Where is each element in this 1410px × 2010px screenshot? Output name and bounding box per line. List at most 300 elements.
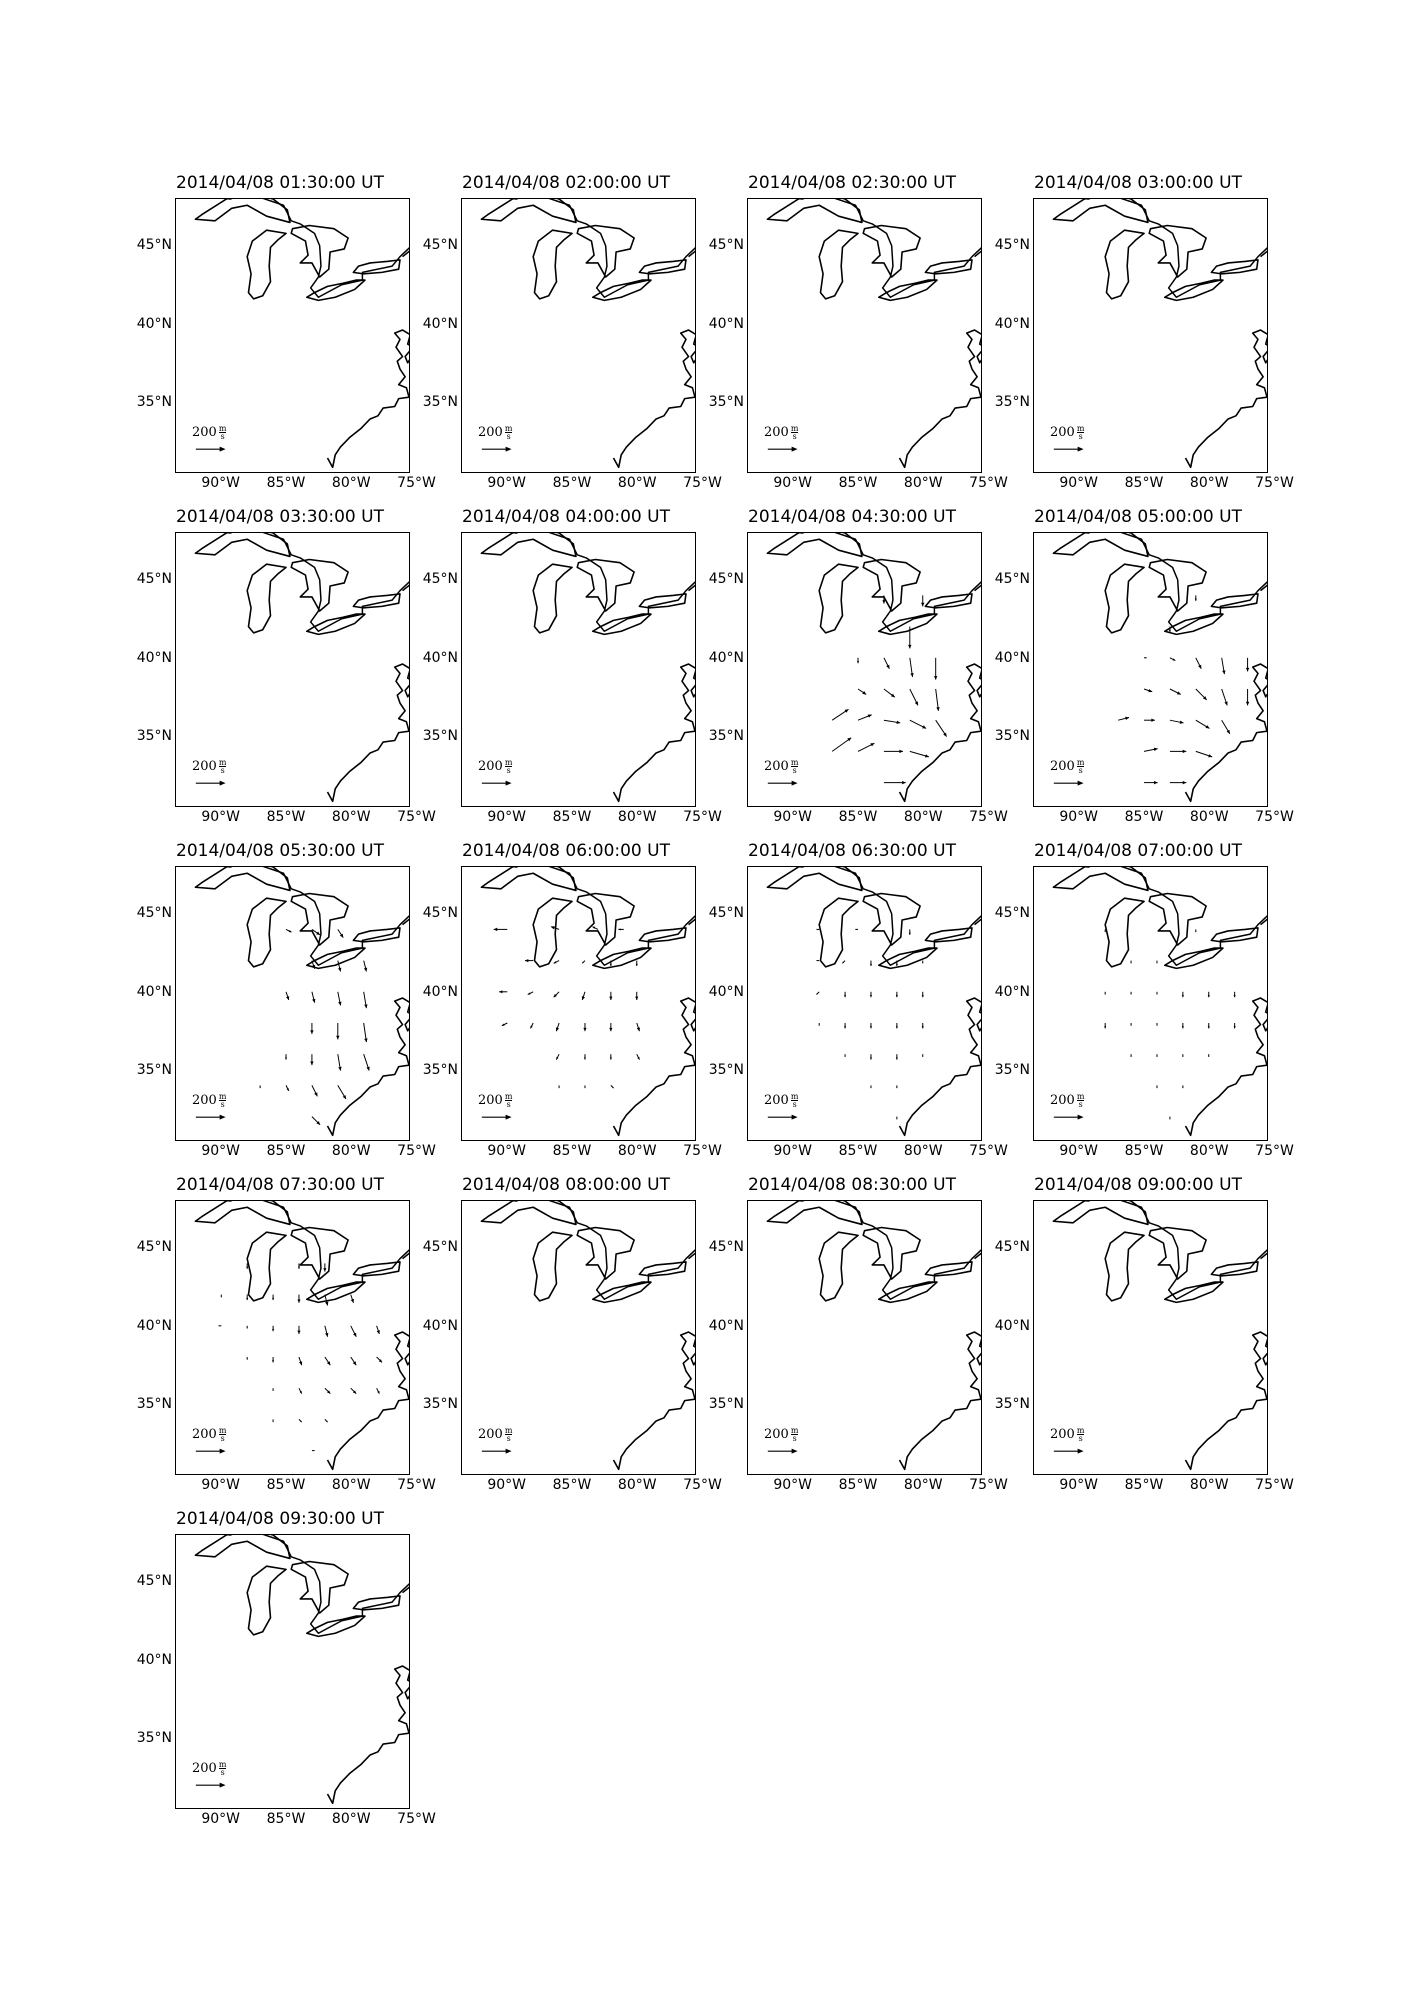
scale-arrow bbox=[196, 781, 226, 786]
lake-michigan bbox=[1105, 564, 1144, 633]
vector-arrow bbox=[1144, 657, 1147, 658]
vector-arrow bbox=[299, 1388, 302, 1393]
scale-unit bbox=[219, 425, 227, 440]
lon-tick-label: 90°W bbox=[487, 809, 527, 825]
scale-key-label bbox=[478, 1093, 512, 1108]
lake-michigan bbox=[247, 564, 286, 633]
lake-ontario bbox=[639, 260, 686, 274]
lat-tick-label: 45°N bbox=[708, 237, 744, 254]
lat-tick-label: 35°N bbox=[136, 394, 172, 411]
vector-arrow bbox=[884, 658, 889, 669]
scale-value: 200 bbox=[1050, 1093, 1075, 1108]
lon-tick-label: 75°W bbox=[683, 1477, 722, 1493]
lon-tick-label: 75°W bbox=[683, 809, 722, 825]
scale-key-label bbox=[764, 1427, 798, 1442]
vector-arrow bbox=[870, 992, 872, 997]
vector-arrow bbox=[1170, 781, 1186, 784]
scale-unit bbox=[791, 425, 799, 440]
lake-michigan bbox=[533, 898, 572, 967]
lake-ontario bbox=[1211, 594, 1258, 608]
lat-tick-label: 45°N bbox=[422, 905, 458, 922]
map-panel bbox=[416, 838, 722, 1178]
lake-michigan bbox=[819, 1232, 858, 1301]
vector-arrow bbox=[286, 929, 291, 932]
scale-value: 200 bbox=[192, 1427, 217, 1442]
panel-title: 2014/04/08 02:30:00 UT bbox=[748, 173, 956, 193]
vector-arrow bbox=[922, 992, 924, 997]
vector-arrow bbox=[934, 658, 937, 680]
vector-arrow bbox=[312, 992, 316, 1003]
lat-tick-label: 35°N bbox=[422, 1062, 458, 1079]
lake-erie bbox=[307, 1282, 365, 1302]
atlantic-coastline bbox=[327, 1646, 409, 1804]
vector-arrow bbox=[272, 1357, 274, 1362]
lon-tick-label: 80°W bbox=[331, 1811, 371, 1827]
lake-michigan bbox=[533, 1232, 572, 1301]
unit-denominator: s bbox=[792, 1100, 797, 1109]
lon-tick-label: 90°W bbox=[1059, 475, 1099, 491]
vector-arrow bbox=[338, 929, 343, 937]
lake-michigan bbox=[247, 1232, 286, 1301]
scale-unit bbox=[791, 1093, 799, 1108]
unit-numerator: m bbox=[504, 424, 513, 433]
vector-arrow bbox=[298, 1263, 300, 1268]
vector-arrow bbox=[351, 1326, 356, 1337]
vector-arrow bbox=[592, 927, 597, 930]
lat-tick-label: 35°N bbox=[708, 1396, 744, 1413]
lake-erie bbox=[307, 1616, 365, 1636]
unit-numerator: m bbox=[790, 424, 799, 433]
lake-ontario bbox=[1211, 1262, 1258, 1276]
vector-arrow bbox=[247, 1357, 248, 1360]
vector-arrow bbox=[1131, 1023, 1132, 1026]
vector-arrow bbox=[364, 1023, 368, 1042]
vector-arrow bbox=[844, 992, 846, 997]
vector-arrow bbox=[325, 1419, 328, 1422]
panel-title: 2014/04/08 06:30:00 UT bbox=[748, 841, 956, 861]
unit-numerator: m bbox=[504, 1426, 513, 1435]
unit-denominator: s bbox=[792, 1434, 797, 1443]
lake-michigan bbox=[533, 564, 572, 633]
map-panel bbox=[988, 170, 1294, 510]
scale-arrow bbox=[196, 447, 226, 452]
panel-title: 2014/04/08 08:30:00 UT bbox=[748, 1175, 956, 1195]
lat-tick-label: 35°N bbox=[136, 1396, 172, 1413]
unit-denominator: s bbox=[506, 1434, 511, 1443]
lon-tick-label: 85°W bbox=[266, 809, 306, 825]
vector-arrow bbox=[936, 720, 947, 736]
lake-ontario bbox=[1211, 260, 1258, 274]
canada-border bbox=[748, 1201, 981, 1299]
vector-arrow bbox=[922, 1023, 924, 1028]
lon-tick-label: 85°W bbox=[266, 1143, 306, 1159]
lat-tick-label: 45°N bbox=[708, 1239, 744, 1256]
lake-erie bbox=[1165, 948, 1223, 968]
scale-unit bbox=[791, 759, 799, 774]
vector-arrow bbox=[338, 1085, 346, 1099]
lon-tick-label: 90°W bbox=[1059, 1477, 1099, 1493]
vector-arrow bbox=[922, 1054, 923, 1057]
lake-erie bbox=[307, 614, 365, 634]
panel-title: 2014/04/08 03:30:00 UT bbox=[176, 507, 384, 527]
atlantic-coastline bbox=[613, 310, 695, 468]
vector-arrow bbox=[1170, 750, 1186, 753]
vector-arrow bbox=[844, 1023, 846, 1028]
lake-erie bbox=[879, 280, 937, 300]
scale-key-label bbox=[1050, 425, 1084, 440]
scale-arrow bbox=[482, 781, 512, 786]
vector-arrow bbox=[884, 750, 903, 753]
scale-arrow bbox=[1054, 1115, 1084, 1120]
lat-tick-label: 35°N bbox=[994, 1396, 1030, 1413]
scale-unit bbox=[791, 1427, 799, 1442]
lat-tick-label: 35°N bbox=[136, 1062, 172, 1079]
lat-tick-label: 45°N bbox=[422, 1239, 458, 1256]
unit-denominator: s bbox=[220, 1100, 225, 1109]
vector-arrow bbox=[584, 1054, 586, 1059]
vector-arrow bbox=[1208, 992, 1210, 997]
vector-arrow bbox=[1195, 595, 1197, 600]
lake-michigan bbox=[247, 1566, 286, 1635]
lon-tick-label: 90°W bbox=[1059, 809, 1099, 825]
lat-tick-label: 45°N bbox=[994, 571, 1030, 588]
vector-arrow bbox=[1104, 1023, 1106, 1028]
lon-tick-label: 90°W bbox=[201, 475, 241, 491]
scale-unit bbox=[1077, 425, 1085, 440]
unit-denominator: s bbox=[220, 766, 225, 775]
scale-key-label bbox=[192, 1761, 226, 1776]
vector-arrow bbox=[609, 1023, 612, 1031]
scale-key-label bbox=[764, 425, 798, 440]
scale-arrow bbox=[768, 1115, 798, 1120]
scale-arrow bbox=[196, 1115, 226, 1120]
lat-tick-label: 40°N bbox=[422, 1317, 458, 1334]
lon-tick-label: 80°W bbox=[1189, 1477, 1229, 1493]
scale-arrow bbox=[1054, 447, 1084, 452]
scale-arrow bbox=[482, 1115, 512, 1120]
lake-erie bbox=[593, 948, 651, 968]
lon-tick-label: 75°W bbox=[969, 1477, 1008, 1493]
vector-arrow bbox=[583, 1023, 586, 1031]
vector-arrow bbox=[246, 1295, 248, 1300]
panel-title: 2014/04/08 05:00:00 UT bbox=[1034, 507, 1242, 527]
lon-tick-label: 85°W bbox=[1124, 475, 1164, 491]
vector-arrow bbox=[582, 992, 585, 1000]
atlantic-coastline bbox=[1185, 310, 1267, 468]
lon-tick-label: 90°W bbox=[487, 1143, 527, 1159]
vector-arrow bbox=[870, 1023, 872, 1028]
map-panel bbox=[130, 1506, 436, 1846]
vector-arrow bbox=[921, 595, 924, 606]
lon-tick-label: 75°W bbox=[683, 1143, 722, 1159]
vector-arrow bbox=[351, 1295, 354, 1303]
lat-tick-label: 45°N bbox=[136, 905, 172, 922]
vector-arrow bbox=[819, 1023, 820, 1026]
vector-arrow bbox=[816, 929, 819, 930]
vector-arrow bbox=[1156, 1085, 1157, 1088]
scale-key-label bbox=[192, 759, 226, 774]
lat-tick-label: 40°N bbox=[136, 983, 172, 1000]
canada-border bbox=[748, 199, 981, 297]
lat-tick-label: 40°N bbox=[708, 649, 744, 666]
lon-tick-label: 80°W bbox=[903, 475, 943, 491]
lake-michigan bbox=[819, 230, 858, 299]
vector-arrow bbox=[1196, 689, 1207, 700]
lake-erie bbox=[593, 614, 651, 634]
scale-value: 200 bbox=[1050, 425, 1075, 440]
unit-numerator: m bbox=[218, 424, 227, 433]
lake-ontario bbox=[925, 1262, 972, 1276]
vector-arrow bbox=[364, 992, 368, 1008]
vector-arrow bbox=[325, 1326, 329, 1337]
panel-title: 2014/04/08 04:30:00 UT bbox=[748, 507, 956, 527]
vector-arrow bbox=[1222, 720, 1230, 734]
canada-border bbox=[462, 1201, 695, 1299]
lon-tick-label: 80°W bbox=[903, 1477, 943, 1493]
lake-ontario bbox=[353, 594, 400, 608]
vector-arrow bbox=[1144, 689, 1152, 692]
vector-arrow bbox=[1234, 992, 1236, 997]
unit-denominator: s bbox=[1078, 1434, 1083, 1443]
atlantic-coastline bbox=[1185, 1312, 1267, 1470]
unit-numerator: m bbox=[218, 1760, 227, 1769]
unit-denominator: s bbox=[506, 1100, 511, 1109]
lat-tick-label: 45°N bbox=[708, 905, 744, 922]
vector-arrow bbox=[896, 1023, 898, 1028]
lake-erie bbox=[593, 1282, 651, 1302]
panel-title: 2014/04/08 02:00:00 UT bbox=[462, 173, 670, 193]
vector-arrow bbox=[286, 992, 289, 1000]
vector-arrow bbox=[554, 961, 559, 964]
lat-tick-label: 35°N bbox=[422, 394, 458, 411]
lon-tick-label: 85°W bbox=[266, 1811, 306, 1827]
lake-michigan bbox=[1105, 230, 1144, 299]
vector-arrow bbox=[610, 1054, 612, 1059]
lake-ontario bbox=[925, 928, 972, 942]
scale-key-label bbox=[1050, 1427, 1084, 1442]
lake-michigan bbox=[1105, 898, 1144, 967]
vector-arrow bbox=[1222, 689, 1228, 705]
unit-denominator: s bbox=[220, 1768, 225, 1777]
lon-tick-label: 85°W bbox=[1124, 1477, 1164, 1493]
scale-key-label bbox=[764, 759, 798, 774]
vector-arrow bbox=[936, 689, 940, 711]
scale-key-label bbox=[764, 1093, 798, 1108]
vector-arrow bbox=[1105, 929, 1106, 932]
vector-arrow bbox=[377, 1357, 382, 1362]
lat-tick-label: 40°N bbox=[708, 315, 744, 332]
lon-tick-label: 75°W bbox=[1255, 1143, 1294, 1159]
lake-erie bbox=[1165, 614, 1223, 634]
lon-tick-label: 85°W bbox=[266, 475, 306, 491]
scale-value: 200 bbox=[478, 1093, 503, 1108]
lat-tick-label: 40°N bbox=[136, 315, 172, 332]
vector-arrow bbox=[494, 928, 508, 931]
lake-erie bbox=[1165, 1282, 1223, 1302]
vector-arrow bbox=[556, 1054, 559, 1059]
vector-arrow bbox=[528, 992, 533, 995]
vector-arrow bbox=[896, 1054, 898, 1059]
scale-key-label bbox=[1050, 759, 1084, 774]
lon-tick-label: 90°W bbox=[487, 1477, 527, 1493]
vector-arrow bbox=[1182, 992, 1184, 997]
lon-tick-label: 85°W bbox=[552, 1143, 592, 1159]
scale-value: 200 bbox=[192, 425, 217, 440]
lat-tick-label: 45°N bbox=[994, 905, 1030, 922]
lat-tick-label: 45°N bbox=[136, 1573, 172, 1590]
lat-tick-label: 35°N bbox=[708, 728, 744, 745]
panel-title: 2014/04/08 03:00:00 UT bbox=[1034, 173, 1242, 193]
scale-value: 200 bbox=[192, 1761, 217, 1776]
vector-arrow bbox=[351, 1357, 356, 1365]
panel-title: 2014/04/08 06:00:00 UT bbox=[462, 841, 670, 861]
lake-erie bbox=[879, 1282, 937, 1302]
map-panel bbox=[130, 838, 436, 1178]
scale-key-label bbox=[192, 1427, 226, 1442]
panel-title: 2014/04/08 05:30:00 UT bbox=[176, 841, 384, 861]
scale-arrow bbox=[768, 1449, 798, 1454]
scale-value: 200 bbox=[192, 1093, 217, 1108]
lake-ontario bbox=[353, 1262, 400, 1276]
vector-arrow bbox=[272, 1295, 274, 1300]
vector-arrow bbox=[219, 1325, 222, 1326]
scale-arrow bbox=[196, 1783, 226, 1788]
lat-tick-label: 40°N bbox=[994, 1317, 1030, 1334]
lon-tick-label: 75°W bbox=[1255, 1477, 1294, 1493]
lon-tick-label: 75°W bbox=[397, 1143, 436, 1159]
lon-tick-label: 80°W bbox=[1189, 1143, 1229, 1159]
lat-tick-label: 45°N bbox=[136, 237, 172, 254]
lon-tick-label: 75°W bbox=[1255, 475, 1294, 491]
lat-tick-label: 40°N bbox=[994, 315, 1030, 332]
vector-arrow bbox=[842, 961, 845, 964]
vector-arrow bbox=[1105, 992, 1106, 995]
lat-tick-label: 40°N bbox=[422, 649, 458, 666]
vector-arrow bbox=[312, 1117, 320, 1125]
unit-numerator: m bbox=[1076, 758, 1085, 767]
vector-arrow bbox=[559, 1085, 560, 1088]
scale-key-label bbox=[478, 759, 512, 774]
scale-key-label bbox=[192, 425, 226, 440]
vector-arrow bbox=[896, 1085, 897, 1088]
unit-denominator: s bbox=[792, 432, 797, 441]
scale-unit bbox=[219, 1761, 227, 1776]
lat-tick-label: 40°N bbox=[708, 1317, 744, 1334]
map-panel bbox=[702, 838, 1008, 1178]
vector-arrow bbox=[1195, 929, 1196, 932]
atlantic-coastline bbox=[613, 1312, 695, 1470]
vector-arrow bbox=[273, 1388, 274, 1391]
canada-border bbox=[1034, 1201, 1267, 1299]
vector-arrow bbox=[530, 1023, 533, 1028]
lon-tick-label: 90°W bbox=[773, 809, 813, 825]
atlantic-coastline bbox=[1185, 644, 1267, 802]
atlantic-coastline bbox=[899, 644, 981, 802]
map-panel bbox=[416, 170, 722, 510]
lat-tick-label: 35°N bbox=[994, 728, 1030, 745]
vector-arrow bbox=[297, 1326, 300, 1334]
vector-arrow bbox=[299, 1419, 302, 1422]
lon-tick-label: 90°W bbox=[773, 475, 813, 491]
canada-border bbox=[176, 199, 409, 297]
vector-arrow bbox=[1234, 1023, 1236, 1028]
vector-arrow bbox=[1131, 1054, 1132, 1057]
lon-tick-label: 85°W bbox=[838, 1143, 878, 1159]
scale-value: 200 bbox=[764, 759, 789, 774]
scale-arrow bbox=[1054, 781, 1084, 786]
unit-numerator: m bbox=[790, 758, 799, 767]
vector-arrow bbox=[1169, 1117, 1170, 1120]
vector-arrow bbox=[1222, 658, 1226, 674]
vector-arrow bbox=[272, 1326, 274, 1331]
vector-arrow bbox=[870, 961, 872, 966]
scale-unit bbox=[505, 1093, 513, 1108]
lake-michigan bbox=[819, 564, 858, 633]
unit-numerator: m bbox=[1076, 1092, 1085, 1101]
scale-arrow bbox=[196, 1449, 226, 1454]
lat-tick-label: 35°N bbox=[422, 1396, 458, 1413]
vector-arrow bbox=[1156, 961, 1157, 964]
lon-tick-label: 80°W bbox=[617, 475, 657, 491]
unit-numerator: m bbox=[1076, 1426, 1085, 1435]
atlantic-coastline bbox=[899, 978, 981, 1136]
lon-tick-label: 80°W bbox=[1189, 809, 1229, 825]
lake-erie bbox=[307, 948, 365, 968]
vector-arrow bbox=[299, 1357, 302, 1365]
vector-arrow bbox=[554, 992, 559, 997]
unit-denominator: s bbox=[220, 1434, 225, 1443]
scale-value: 200 bbox=[764, 1427, 789, 1442]
scale-arrow bbox=[768, 447, 798, 452]
unit-numerator: m bbox=[1076, 424, 1085, 433]
vector-arrow bbox=[832, 709, 848, 720]
scale-value: 200 bbox=[1050, 759, 1075, 774]
vector-arrow bbox=[884, 781, 906, 784]
lon-tick-label: 80°W bbox=[331, 809, 371, 825]
lon-tick-label: 90°W bbox=[201, 1477, 241, 1493]
lat-tick-label: 35°N bbox=[136, 1730, 172, 1747]
lon-tick-label: 85°W bbox=[838, 809, 878, 825]
vector-arrow bbox=[310, 1054, 313, 1065]
scale-key-label bbox=[1050, 1093, 1084, 1108]
vector-arrow bbox=[858, 743, 874, 751]
vector-arrow bbox=[910, 751, 929, 757]
vector-arrow bbox=[1170, 689, 1181, 694]
atlantic-coastline bbox=[899, 310, 981, 468]
scale-arrow bbox=[1054, 1449, 1084, 1454]
vector-arrow bbox=[910, 689, 918, 705]
vector-arrow bbox=[857, 658, 859, 663]
vector-arrow bbox=[221, 1295, 222, 1298]
lon-tick-label: 75°W bbox=[969, 809, 1008, 825]
lon-tick-label: 85°W bbox=[838, 475, 878, 491]
panel-title: 2014/04/08 09:30:00 UT bbox=[176, 1509, 384, 1529]
panel-title: 2014/04/08 04:00:00 UT bbox=[462, 507, 670, 527]
vector-arrow bbox=[855, 929, 858, 930]
unit-numerator: m bbox=[218, 1092, 227, 1101]
map-panel bbox=[702, 504, 1008, 844]
lake-michigan bbox=[819, 898, 858, 967]
lake-michigan bbox=[247, 898, 286, 967]
lat-tick-label: 40°N bbox=[422, 315, 458, 332]
scale-key-label bbox=[478, 1427, 512, 1442]
vector-arrow bbox=[582, 961, 585, 964]
scale-key-label bbox=[478, 425, 512, 440]
lon-tick-label: 75°W bbox=[397, 1477, 436, 1493]
lon-tick-label: 85°W bbox=[552, 1477, 592, 1493]
vector-arrow bbox=[1144, 781, 1158, 784]
lake-erie bbox=[307, 280, 365, 300]
